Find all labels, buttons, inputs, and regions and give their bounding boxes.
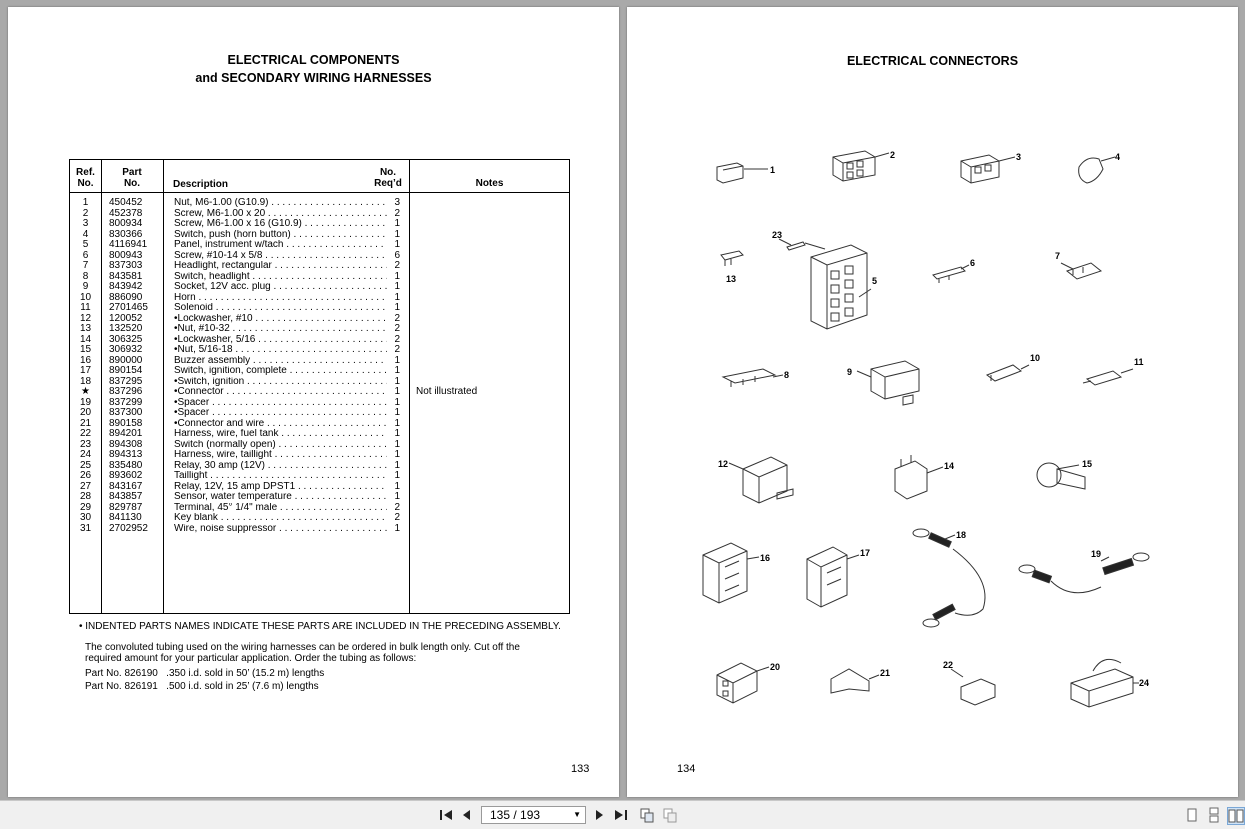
single-page-view-icon[interactable]: [1184, 807, 1200, 823]
table-row: [70, 324, 569, 335]
callout-16: 16: [760, 553, 771, 563]
parts-table: [69, 159, 570, 614]
ref-cell: 27: [79, 480, 92, 492]
part-number-cell: 120052: [109, 312, 143, 324]
table-row: [70, 219, 569, 230]
part-number-cell: 890000: [109, 354, 143, 366]
connector-15-drawing: [1037, 463, 1085, 489]
description-cell: Nut, M6-1.00 (G10.9) . . .: [174, 198, 387, 209]
next-page-icon[interactable]: [591, 807, 607, 823]
ref-cell: 2: [82, 207, 89, 219]
connector-18-drawing: [913, 529, 985, 627]
quantity-cell: 2: [394, 333, 400, 345]
quantity-cell: 1: [394, 354, 400, 366]
description-cell: •Switch, ignition . . .: [174, 377, 387, 388]
table-row: [70, 524, 569, 535]
callout-4: 4: [1115, 152, 1121, 162]
description-cell: •Spacer . . .: [174, 398, 387, 409]
table-row: [70, 345, 569, 356]
tubing-part-2: Part No. 826191 .500 i.d. sold in 25’ (7.6 m) lengths: [85, 681, 319, 692]
page-number-right: 134: [677, 763, 696, 775]
connector-19-drawing: [1019, 553, 1149, 593]
part-number-cell: 835480: [109, 459, 143, 471]
ref-cell: 24: [79, 449, 92, 460]
description-cell: Socket, 12V acc. plug . . .: [174, 282, 387, 293]
table-row: [70, 198, 569, 209]
ref-cell: 4: [82, 228, 89, 240]
callout-9: 9: [847, 367, 853, 377]
description-cell: •Nut, #10-32 . . .: [174, 324, 387, 335]
connector-5-drawing: [811, 245, 871, 329]
callout-1: 1: [770, 165, 776, 175]
connectors-diagram: [627, 7, 1238, 797]
part-number-cell: 829787: [109, 501, 143, 513]
table-row: [70, 440, 569, 451]
callout-19: 19: [1091, 549, 1102, 559]
ref-cell: 1: [82, 197, 89, 208]
page-number-left: 133: [571, 763, 590, 775]
ref-cell: 10: [79, 291, 92, 303]
ref-cell: 12: [79, 312, 92, 324]
part-number-cell: 837295: [109, 375, 143, 387]
description-cell: Solenoid . . .: [174, 303, 387, 314]
connector-10-drawing: [987, 365, 1029, 381]
ref-cell: 7: [82, 260, 89, 271]
table-row: [70, 335, 569, 346]
table-row: [70, 450, 569, 461]
quantity-cell: 3: [394, 197, 400, 208]
quantity-cell: 1: [394, 281, 400, 292]
table-row: [70, 209, 569, 220]
part-number-cell: 4116941: [109, 239, 148, 250]
quantity-cell: 1: [394, 407, 400, 418]
right-page: [627, 7, 1238, 797]
callout-2: 2: [890, 150, 896, 160]
description-cell: •Lockwasher, 5/16 . . .: [174, 335, 387, 346]
part-number-cell: 2702952: [109, 522, 148, 534]
quantity-cell: 1: [394, 386, 400, 397]
callout-5: 5: [872, 276, 878, 286]
table-row: [70, 251, 569, 262]
ref-cell: 17: [79, 365, 92, 376]
ref-cell: 19: [79, 396, 92, 408]
quantity-cell: 1: [394, 449, 400, 460]
quantity-cell: 1: [394, 396, 400, 408]
description-cell: Harness, wire, fuel tank . . .: [174, 429, 387, 440]
first-page-icon[interactable]: [438, 807, 454, 823]
ref-cell: 31: [79, 522, 92, 534]
ref-cell: 6: [82, 249, 89, 261]
callout-21: 21: [880, 668, 891, 678]
quantity-cell: 2: [394, 260, 400, 271]
quantity-cell: 2: [394, 207, 400, 219]
part-number-cell: 894313: [109, 449, 143, 460]
table-row: [70, 261, 569, 272]
description-cell: Sensor, water temperature . . .: [174, 492, 387, 503]
connector-17-drawing: [807, 547, 859, 607]
description-cell: Relay, 12V, 15 amp DPST1 . . .: [174, 482, 387, 493]
two-page-view-icon[interactable]: [1227, 807, 1245, 825]
ref-cell: 28: [79, 491, 92, 502]
copy-page-icon[interactable]: [639, 807, 655, 823]
note-not-illustrated: Not illustrated: [416, 386, 478, 397]
callout-11: 11: [1134, 357, 1144, 367]
quantity-cell: 1: [394, 228, 400, 240]
description-cell: Horn . . .: [174, 293, 387, 304]
quantity-cell: 1: [394, 470, 400, 481]
ref-cell: 29: [79, 501, 92, 513]
header-part: Part No.: [122, 167, 142, 189]
ref-cell: 15: [79, 344, 92, 355]
description-cell: Key blank . . .: [174, 513, 387, 524]
quantity-cell: 1: [394, 428, 400, 439]
description-cell: Panel, instrument w/tach . . .: [174, 240, 387, 251]
ref-cell: 22: [79, 428, 92, 439]
ref-cell: 26: [79, 470, 92, 481]
description-cell: Switch, ignition, complete . . .: [174, 366, 387, 377]
callout-3: 3: [1016, 152, 1022, 162]
quantity-cell: 2: [394, 344, 400, 355]
callout-12: 12: [718, 459, 729, 469]
ref-cell: 25: [79, 459, 92, 471]
table-row: [70, 429, 569, 440]
part-number-cell: 890154: [109, 365, 143, 376]
description-cell: Switch (normally open) . . .: [174, 440, 387, 451]
quantity-cell: 1: [394, 438, 400, 450]
table-row: [70, 356, 569, 367]
connector-11-drawing: [1083, 369, 1133, 385]
description-cell: •Lockwasher, #10 . . .: [174, 314, 387, 325]
connector-4-drawing: [1079, 157, 1115, 183]
part-number-cell: 837299: [109, 396, 143, 408]
table-row: [70, 503, 569, 514]
table-row: [70, 282, 569, 293]
continuous-view-icon[interactable]: [1206, 807, 1222, 823]
part-number-cell: 843167: [109, 480, 143, 492]
ref-cell: 13: [79, 323, 92, 334]
description-cell: Terminal, 45° 1/4" male . . .: [174, 503, 387, 514]
quantity-cell: 2: [394, 512, 400, 523]
part-number-cell: 843942: [109, 281, 143, 292]
header-ref: Ref. No.: [76, 167, 95, 189]
callout-22: 22: [943, 660, 954, 670]
part-number-cell: 841130: [109, 512, 142, 523]
page-title-line2: and SECONDARY WIRING HARNESSES: [195, 71, 432, 85]
part-number-cell: 830366: [109, 228, 143, 240]
callout-15: 15: [1082, 459, 1093, 469]
quantity-cell: 1: [394, 459, 400, 471]
ref-cell: 21: [79, 417, 92, 429]
viewer-toolbar: [0, 800, 1245, 829]
page-selector[interactable]: [481, 806, 586, 824]
header-qty: No. Req’d: [374, 167, 402, 189]
description-cell: Screw, #10-14 x 5/8 . . .: [174, 251, 387, 262]
quantity-cell: 2: [394, 312, 400, 324]
connector-7-drawing: [1061, 263, 1101, 279]
description-cell: Screw, M6-1.00 x 16 (G10.9) . . .: [174, 219, 387, 230]
ref-cell: 30: [79, 512, 92, 523]
part-number-cell: 306932: [109, 344, 143, 355]
page-indicator: 135 / 193: [490, 808, 541, 822]
quantity-cell: 1: [394, 522, 400, 534]
ref-cell: ★: [81, 386, 90, 397]
connector-14-drawing: [895, 455, 943, 499]
table-row: [70, 303, 569, 314]
quantity-cell: 1: [394, 480, 400, 492]
part-number-cell: 890158: [109, 417, 143, 429]
description-cell: Screw, M6-1.00 x 20 . . .: [174, 209, 387, 220]
page-title-line1: ELECTRICAL COMPONENTS: [227, 53, 400, 67]
description-cell: Taillight . . .: [174, 471, 387, 482]
part-number-cell: 2701465: [109, 302, 148, 313]
part-number-cell: 894308: [109, 438, 143, 450]
table-row: [70, 461, 569, 472]
callout-18: 18: [956, 530, 967, 540]
table-row: [70, 387, 569, 398]
connector-23-drawing: [779, 239, 825, 250]
quantity-cell: 1: [394, 375, 400, 387]
connector-21-drawing: [831, 669, 879, 693]
description-cell: Harness, wire, taillight . . .: [174, 450, 387, 461]
callout-10: 10: [1030, 353, 1041, 363]
ref-cell: 16: [79, 354, 92, 366]
connector-2-drawing: [833, 151, 889, 181]
ref-cell: 14: [79, 333, 92, 345]
ref-cell: 23: [79, 438, 92, 450]
table-row: [70, 419, 569, 430]
connector-22-drawing: [951, 669, 995, 705]
connector-8-drawing: [723, 369, 783, 387]
part-number-cell: 843581: [109, 270, 143, 282]
part-number-cell: 306325: [109, 333, 143, 345]
part-number-cell: 894201: [109, 428, 143, 439]
description-cell: Switch, push (horn button) . . .: [174, 230, 387, 241]
description-cell: Buzzer assembly . . .: [174, 356, 387, 367]
quantity-cell: 1: [394, 417, 400, 429]
quantity-cell: 1: [394, 218, 400, 229]
ref-cell: 8: [82, 270, 89, 282]
callout-23: 23: [772, 230, 783, 240]
table-row: [70, 377, 569, 388]
part-number-cell: 886090: [109, 291, 143, 303]
table-row: [70, 492, 569, 503]
table-row: [70, 366, 569, 377]
description-cell: •Nut, 5/16-18 . . .: [174, 345, 387, 356]
ref-cell: 3: [82, 218, 89, 229]
quantity-cell: 1: [394, 491, 400, 502]
table-row: [70, 408, 569, 419]
connector-3-drawing: [961, 155, 1015, 183]
connector-24-drawing: [1071, 659, 1139, 707]
part-number-cell: 800943: [109, 249, 143, 261]
callout-7: 7: [1055, 251, 1061, 261]
part-number-cell: 450452: [109, 197, 143, 208]
quantity-cell: 1: [394, 365, 400, 376]
callout-6: 6: [970, 258, 976, 268]
table-row: [70, 314, 569, 325]
part-number-cell: 843857: [109, 491, 143, 502]
ref-cell: 5: [82, 239, 89, 250]
quantity-cell: 6: [394, 249, 400, 261]
tubing-part-1: Part No. 826190 .350 i.d. sold in 50’ (15.2 m) lengths: [85, 668, 325, 679]
part-number-cell: 837296: [109, 386, 143, 397]
description-cell: Switch, headlight . . .: [174, 272, 387, 283]
ref-cell: 20: [79, 407, 92, 418]
description-cell: •Connector and wire . . .: [174, 419, 387, 430]
callout-24: 24: [1139, 678, 1150, 688]
connector-9-drawing: [857, 361, 919, 405]
table-rows: [70, 198, 569, 534]
description-cell: Headlight, rectangular . . .: [174, 261, 387, 272]
header-notes: Notes: [475, 178, 504, 189]
part-number-cell: 800934: [109, 218, 143, 229]
description-cell: Relay, 30 amp (12V) . . .: [174, 461, 387, 472]
part-number-cell: 452378: [109, 207, 143, 219]
table-row: [70, 471, 569, 482]
callout-20: 20: [770, 662, 781, 672]
quantity-cell: 2: [394, 501, 400, 513]
connector-20-drawing: [717, 663, 769, 703]
footnote-tubing-line1: The convoluted tubing used on the wiring harnesses can be ordered in bulk length only. Cut off the: [85, 642, 520, 653]
callout-14: 14: [944, 461, 955, 471]
copy-page-alt-icon[interactable]: [662, 807, 678, 823]
description-cell: •Connector . . .: [174, 387, 387, 398]
quantity-cell: 1: [394, 239, 400, 250]
part-number-cell: 837303: [109, 260, 143, 271]
page-title-right: ELECTRICAL CONNECTORS: [846, 54, 1019, 68]
connector-6-drawing: [933, 265, 969, 283]
part-number-cell: 893602: [109, 470, 143, 481]
connector-1-drawing: [717, 163, 768, 183]
header-description: Description: [173, 179, 229, 190]
quantity-cell: 2: [394, 323, 400, 334]
connector-16-drawing: [703, 543, 759, 603]
footnote-indented: • INDENTED PARTS NAMES INDICATE THESE PARTS ARE INCLUDED IN THE PRECEDING ASSEMBLY.: [79, 621, 561, 632]
table-row: [70, 513, 569, 524]
quantity-cell: 1: [394, 270, 400, 282]
ref-cell: 11: [80, 302, 91, 313]
footnote-tubing-line2: required amount for your particular application. Order the tubing as follows:: [85, 653, 417, 664]
left-page: [8, 7, 619, 797]
part-number-cell: 132520: [109, 323, 143, 334]
part-number-cell: 837300: [109, 407, 143, 418]
connector-12-drawing: [729, 457, 793, 503]
quantity-cell: 1: [394, 291, 400, 303]
last-page-icon[interactable]: [613, 807, 629, 823]
connector-13-drawing: [721, 251, 743, 266]
description-cell: Wire, noise suppressor . . .: [174, 524, 387, 535]
quantity-cell: 1: [394, 302, 400, 313]
table-row: [70, 398, 569, 409]
table-row: [70, 272, 569, 283]
ref-cell: 9: [82, 281, 89, 292]
callout-17: 17: [860, 548, 871, 558]
table-row: [70, 482, 569, 493]
dropdown-arrow-icon: ▼: [573, 810, 581, 819]
callout-8: 8: [784, 370, 790, 380]
table-row: [70, 240, 569, 251]
callout-13: 13: [726, 274, 737, 284]
description-cell: •Spacer . . .: [174, 408, 387, 419]
ref-cell: 18: [79, 375, 92, 387]
prev-page-icon[interactable]: [459, 807, 475, 823]
